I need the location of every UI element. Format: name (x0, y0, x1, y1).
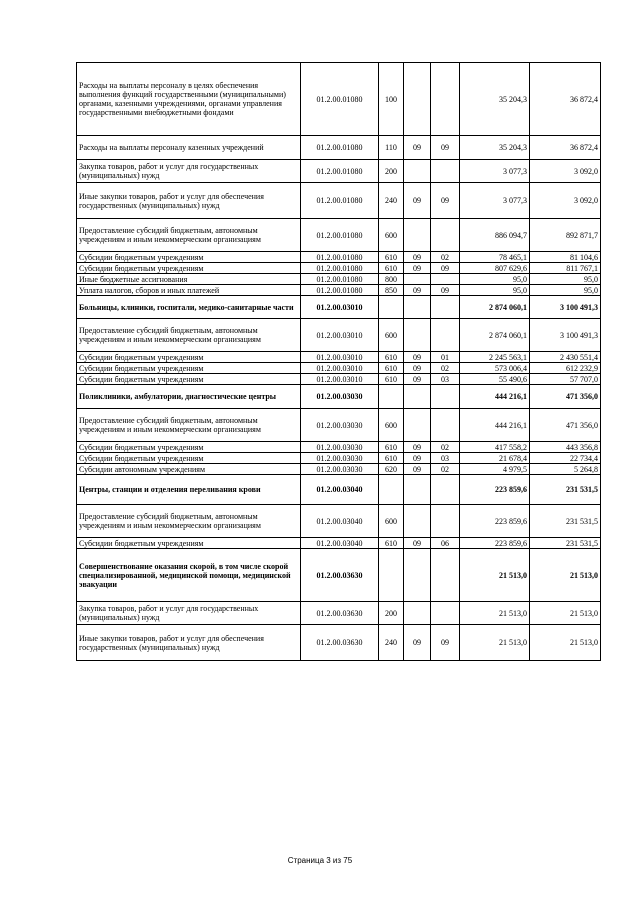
row-value-2025-cell: 886 094,7 (460, 219, 530, 252)
row-rz-cell (404, 409, 431, 442)
row-pr-cell: 09 (431, 625, 460, 661)
row-value-2026-cell: 21 513,0 (530, 625, 601, 661)
row-name-cell: Поликлиники, амбулатории, диагностические центры (77, 385, 301, 409)
row-pr-cell (431, 160, 460, 183)
row-value-2026-cell: 57 707,0 (530, 374, 601, 385)
row-name-cell: Закупка товаров, работ и услуг для государственных (муниципальных) нужд (77, 160, 301, 183)
row-vr-cell (379, 475, 404, 505)
row-pr-cell: 02 (431, 252, 460, 263)
table-row (77, 263, 601, 274)
row-pr-cell: 03 (431, 453, 460, 464)
row-name-cell: Предоставление субсидий бюджетным, автономным учреждениям и иным некоммерческим организациям (77, 505, 301, 538)
row-value-2025-cell: 2 874 060,1 (460, 296, 530, 319)
row-pr-cell (431, 475, 460, 505)
row-rz-cell (404, 274, 431, 285)
row-vr-cell: 100 (379, 63, 404, 136)
row-value-2026-cell: 231 531,5 (530, 505, 601, 538)
row-pr-cell (431, 219, 460, 252)
row-rz-cell: 09 (404, 183, 431, 219)
row-value-2026-cell: 95,0 (530, 285, 601, 296)
row-csr-cell: 01.2.00.03030 (301, 385, 379, 409)
row-csr-cell: 01.2.00.03040 (301, 538, 379, 549)
row-name-cell: Предоставление субсидий бюджетным, автономным учреждениям и иным некоммерческим организациям (77, 319, 301, 352)
row-value-2025-cell: 21 678,4 (460, 453, 530, 464)
table-row (77, 219, 601, 252)
row-rz-cell: 09 (404, 538, 431, 549)
table-row (77, 549, 601, 602)
row-pr-cell (431, 549, 460, 602)
row-vr-cell: 610 (379, 263, 404, 274)
table-row (77, 274, 601, 285)
row-rz-cell: 09 (404, 285, 431, 296)
row-value-2025-cell: 573 006,4 (460, 363, 530, 374)
table-row (77, 538, 601, 549)
row-pr-cell (431, 385, 460, 409)
row-name-cell: Расходы на выплаты персоналу казенных учреждений (77, 136, 301, 160)
row-value-2025-cell: 21 513,0 (460, 549, 530, 602)
row-value-2025-cell: 223 859,6 (460, 475, 530, 505)
row-value-2025-cell: 35 204,3 (460, 136, 530, 160)
row-csr-cell: 01.2.00.03630 (301, 549, 379, 602)
row-vr-cell: 610 (379, 252, 404, 263)
row-value-2026-cell: 3 092,0 (530, 183, 601, 219)
row-pr-cell: 06 (431, 538, 460, 549)
table-row (77, 442, 601, 453)
row-vr-cell: 600 (379, 219, 404, 252)
row-name-cell: Закупка товаров, работ и услуг для государственных (муниципальных) нужд (77, 602, 301, 625)
row-pr-cell: 02 (431, 442, 460, 453)
row-value-2026-cell: 471 356,0 (530, 385, 601, 409)
row-vr-cell: 610 (379, 442, 404, 453)
row-rz-cell: 09 (404, 352, 431, 363)
row-rz-cell (404, 319, 431, 352)
row-vr-cell: 850 (379, 285, 404, 296)
row-vr-cell: 240 (379, 625, 404, 661)
row-value-2026-cell: 3 100 491,3 (530, 296, 601, 319)
row-value-2025-cell: 223 859,6 (460, 505, 530, 538)
row-vr-cell: 600 (379, 319, 404, 352)
table-row (77, 625, 601, 661)
table-row (77, 464, 601, 475)
row-rz-cell (404, 160, 431, 183)
row-value-2026-cell: 811 767,1 (530, 263, 601, 274)
row-name-cell: Субсидии бюджетным учреждениям (77, 374, 301, 385)
row-pr-cell: 09 (431, 183, 460, 219)
table-row (77, 252, 601, 263)
row-vr-cell: 110 (379, 136, 404, 160)
row-rz-cell (404, 549, 431, 602)
table-row (77, 505, 601, 538)
row-name-cell: Субсидии бюджетным учреждениям (77, 442, 301, 453)
table-row (77, 160, 601, 183)
row-value-2025-cell: 444 216,1 (460, 409, 530, 442)
row-value-2026-cell: 3 100 491,3 (530, 319, 601, 352)
row-value-2026-cell: 21 513,0 (530, 549, 601, 602)
row-csr-cell: 01.2.00.01080 (301, 160, 379, 183)
row-csr-cell: 01.2.00.03030 (301, 409, 379, 442)
row-name-cell: Субсидии бюджетным учреждениям (77, 453, 301, 464)
row-value-2025-cell: 3 077,3 (460, 183, 530, 219)
row-rz-cell: 09 (404, 374, 431, 385)
row-rz-cell: 09 (404, 363, 431, 374)
row-value-2026-cell: 443 356,8 (530, 442, 601, 453)
row-csr-cell: 01.2.00.01080 (301, 263, 379, 274)
row-vr-cell: 240 (379, 183, 404, 219)
row-csr-cell: 01.2.00.03010 (301, 363, 379, 374)
row-csr-cell: 01.2.00.01080 (301, 183, 379, 219)
row-value-2026-cell: 471 356,0 (530, 409, 601, 442)
row-name-cell: Субсидии бюджетным учреждениям (77, 252, 301, 263)
row-value-2025-cell: 3 077,3 (460, 160, 530, 183)
row-csr-cell: 01.2.00.03040 (301, 505, 379, 538)
table-row (77, 453, 601, 464)
row-pr-cell (431, 319, 460, 352)
table-row (77, 602, 601, 625)
row-csr-cell: 01.2.00.03010 (301, 296, 379, 319)
table-row (77, 136, 601, 160)
row-vr-cell: 200 (379, 160, 404, 183)
row-vr-cell: 200 (379, 602, 404, 625)
row-csr-cell: 01.2.00.01080 (301, 63, 379, 136)
row-value-2026-cell: 231 531,5 (530, 538, 601, 549)
row-value-2026-cell: 81 104,6 (530, 252, 601, 263)
row-name-cell: Расходы на выплаты персоналу в целях обеспечения выполнения функций государственными (муниципальными) органами, казенными учреждениями, органами управления государственными внебюджетными фондами (77, 63, 301, 136)
row-csr-cell: 01.2.00.03010 (301, 319, 379, 352)
table-row (77, 409, 601, 442)
row-csr-cell: 01.2.00.01080 (301, 274, 379, 285)
row-name-cell: Предоставление субсидий бюджетным, автономным учреждениям и иным некоммерческим организациям (77, 409, 301, 442)
row-csr-cell: 01.2.00.03010 (301, 352, 379, 363)
table-row (77, 385, 601, 409)
row-value-2026-cell: 3 092,0 (530, 160, 601, 183)
row-pr-cell (431, 409, 460, 442)
row-pr-cell (431, 296, 460, 319)
row-csr-cell: 01.2.00.01080 (301, 252, 379, 263)
row-name-cell: Субсидии бюджетным учреждениям (77, 352, 301, 363)
row-value-2026-cell: 36 872,4 (530, 136, 601, 160)
budget-table-body (77, 63, 601, 661)
row-csr-cell: 01.2.00.03030 (301, 442, 379, 453)
row-pr-cell (431, 63, 460, 136)
row-csr-cell: 01.2.00.01080 (301, 219, 379, 252)
table-row (77, 296, 601, 319)
row-rz-cell (404, 602, 431, 625)
row-value-2025-cell: 21 513,0 (460, 625, 530, 661)
row-value-2026-cell: 21 513,0 (530, 602, 601, 625)
row-pr-cell: 09 (431, 285, 460, 296)
row-value-2026-cell: 231 531,5 (530, 475, 601, 505)
row-pr-cell: 09 (431, 263, 460, 274)
row-name-cell: Центры, станции и отделения переливания крови (77, 475, 301, 505)
table-row (77, 374, 601, 385)
row-csr-cell: 01.2.00.03040 (301, 475, 379, 505)
row-name-cell: Больницы, клиники, госпитали, медико-санитарные части (77, 296, 301, 319)
row-rz-cell: 09 (404, 263, 431, 274)
table-row (77, 352, 601, 363)
row-csr-cell: 01.2.00.03010 (301, 374, 379, 385)
row-rz-cell: 09 (404, 625, 431, 661)
row-value-2026-cell: 22 734,4 (530, 453, 601, 464)
row-rz-cell: 09 (404, 252, 431, 263)
row-vr-cell: 610 (379, 352, 404, 363)
row-value-2025-cell: 95,0 (460, 274, 530, 285)
row-vr-cell: 800 (379, 274, 404, 285)
table-row (77, 363, 601, 374)
row-csr-cell: 01.2.00.03030 (301, 464, 379, 475)
row-value-2025-cell: 78 465,1 (460, 252, 530, 263)
row-vr-cell: 600 (379, 505, 404, 538)
row-pr-cell: 09 (431, 136, 460, 160)
row-name-cell: Субсидии бюджетным учреждениям (77, 263, 301, 274)
table-row (77, 183, 601, 219)
row-vr-cell (379, 549, 404, 602)
row-value-2025-cell: 2 245 563,1 (460, 352, 530, 363)
row-pr-cell: 01 (431, 352, 460, 363)
row-pr-cell (431, 505, 460, 538)
row-value-2026-cell: 95,0 (530, 274, 601, 285)
table-row (77, 319, 601, 352)
row-value-2025-cell: 444 216,1 (460, 385, 530, 409)
row-rz-cell (404, 219, 431, 252)
row-name-cell: Иные бюджетные ассигнования (77, 274, 301, 285)
row-value-2025-cell: 55 490,6 (460, 374, 530, 385)
row-rz-cell: 09 (404, 453, 431, 464)
row-value-2026-cell: 5 264,8 (530, 464, 601, 475)
row-vr-cell: 610 (379, 363, 404, 374)
budget-table (76, 62, 601, 661)
row-vr-cell (379, 296, 404, 319)
row-value-2026-cell: 2 430 551,4 (530, 352, 601, 363)
row-value-2025-cell: 95,0 (460, 285, 530, 296)
row-vr-cell: 620 (379, 464, 404, 475)
table-row (77, 63, 601, 136)
row-vr-cell: 600 (379, 409, 404, 442)
row-value-2025-cell: 35 204,3 (460, 63, 530, 136)
row-pr-cell: 02 (431, 464, 460, 475)
row-name-cell: Субсидии автономным учреждениям (77, 464, 301, 475)
row-value-2026-cell: 36 872,4 (530, 63, 601, 136)
row-value-2026-cell: 892 871,7 (530, 219, 601, 252)
row-value-2025-cell: 4 979,5 (460, 464, 530, 475)
row-vr-cell: 610 (379, 453, 404, 464)
row-csr-cell: 01.2.00.03030 (301, 453, 379, 464)
row-pr-cell: 02 (431, 363, 460, 374)
row-name-cell: Субсидии бюджетным учреждениям (77, 363, 301, 374)
row-rz-cell: 09 (404, 464, 431, 475)
row-rz-cell (404, 63, 431, 136)
row-value-2025-cell: 2 874 060,1 (460, 319, 530, 352)
row-pr-cell: 03 (431, 374, 460, 385)
row-rz-cell (404, 475, 431, 505)
row-pr-cell (431, 602, 460, 625)
row-csr-cell: 01.2.00.03630 (301, 602, 379, 625)
row-name-cell: Иные закупки товаров, работ и услуг для обеспечения государственных (муниципальных) нужд (77, 183, 301, 219)
row-vr-cell: 610 (379, 538, 404, 549)
row-value-2025-cell: 21 513,0 (460, 602, 530, 625)
row-name-cell: Предоставление субсидий бюджетным, автономным учреждениям и иным некоммерческим организациям (77, 219, 301, 252)
row-pr-cell (431, 274, 460, 285)
row-csr-cell: 01.2.00.03630 (301, 625, 379, 661)
row-name-cell: Совершенствование оказания скорой, в том числе скорой специализированной, медицинской помощи, медицинской эвакуации (77, 549, 301, 602)
row-value-2025-cell: 417 558,2 (460, 442, 530, 453)
row-vr-cell (379, 385, 404, 409)
table-row (77, 475, 601, 505)
row-name-cell: Иные закупки товаров, работ и услуг для обеспечения государственных (муниципальных) нужд (77, 625, 301, 661)
row-vr-cell: 610 (379, 374, 404, 385)
row-value-2026-cell: 612 232,9 (530, 363, 601, 374)
row-csr-cell: 01.2.00.01080 (301, 136, 379, 160)
row-name-cell: Уплата налогов, сборов и иных платежей (77, 285, 301, 296)
row-rz-cell (404, 296, 431, 319)
table-row (77, 285, 601, 296)
row-rz-cell (404, 385, 431, 409)
row-rz-cell: 09 (404, 442, 431, 453)
row-value-2025-cell: 223 859,6 (460, 538, 530, 549)
row-value-2025-cell: 807 629,6 (460, 263, 530, 274)
row-csr-cell: 01.2.00.01080 (301, 285, 379, 296)
row-name-cell: Субсидии бюджетным учреждениям (77, 538, 301, 549)
page-footer: Страница 3 из 75 (287, 856, 353, 865)
row-rz-cell: 09 (404, 136, 431, 160)
row-rz-cell (404, 505, 431, 538)
